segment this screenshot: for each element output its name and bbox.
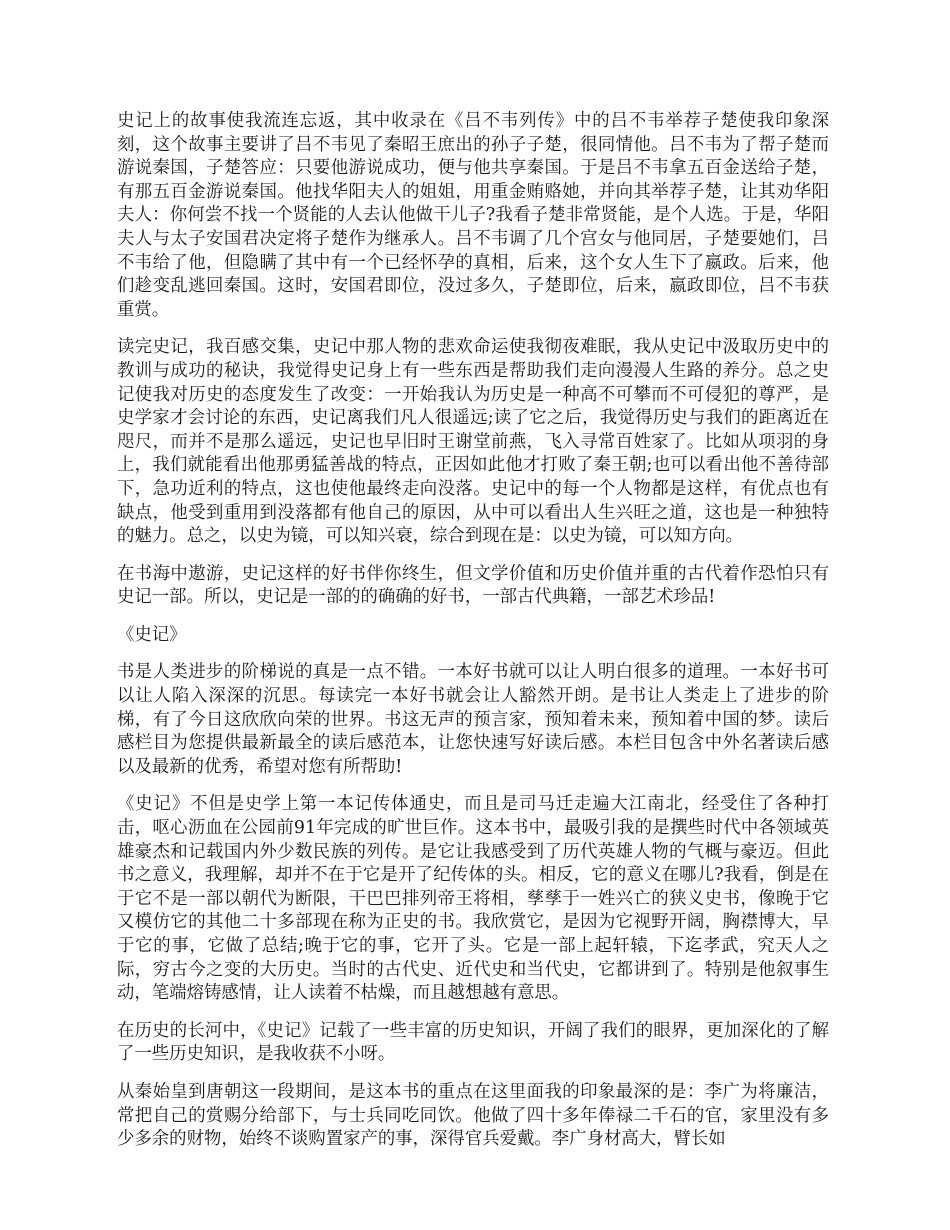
document-body (117, 110, 829, 1166)
section-heading: 《史记》 (117, 624, 187, 645)
paragraph-3: 在书海中遨游，史记这样的好书伴你终生，但文学价值和历史价值并重的古代着作恐怕只有史记一部。所以，史记是一部的的确确的好书，一部古代典籍，一部艺术珍品! (117, 563, 829, 608)
paragraph-1: 史记上的故事使我流连忘返，其中收录在《吕不韦列传》中的吕不韦举荐子楚使我印象深刻，这个故事主要讲了吕不韦见了秦昭王庶出的孙子子楚，很同情他。吕不韦为了帮子楚而游说秦国，子楚答应：只要他游说成功，便与他共享秦国。于是吕不韦拿五百金送给子楚，有那五百金游说秦国。他找华阳夫人的姐姐，用重金贿赂她，并向其举荐子楚，让其劝华阳夫人：你何尝不找一个贤能的人去认他做干儿子?我看子楚非常贤能，是个人选。于是，华阳夫人与太子安国君决定将子楚作为继承人。吕不韦调了几个宫女与他同居，子楚要她们，吕不韦给了他，但隐瞒了其中有一个已经怀孕的真相，后来，这个女人生下了嬴政。后来，他们趁变乱逃回秦国。这时，安国君即位，没过多久，子楚即位，后来，嬴政即位，吕不韦获重赏。 (117, 111, 829, 320)
paragraph-2: 读完史记，我百感交集，史记中那人物的悲欢命运使我彻夜难眠，我从史记中汲取历史中的教训与成功的秘诀，我觉得史记身上有一些东西是帮助我们走向漫漫人生路的养分。总之史记使我对历史的态度发生了改变：一开始我认为历史是一种高不可攀而不可侵犯的尊严，是史学家才会讨论的东西，史记离我们凡人很遥远;读了它之后，我觉得历史与我们的距离近在咫尺，而并不是那么遥远，史记也早旧时王谢堂前燕，飞入寻常百姓家了。比如从项羽的身上，我们就能看出他那勇猛善战的特点，正因如此他才打败了秦王朝;也可以看出他不善待部下，急功近利的特点，这也使他最终走向没落。史记中的每一个人物都是这样，有优点也有缺点，他受到重用到没落都有他自己的原因，从中可以看出人生兴旺之道，这也是一种独特的魅力。总之，以史为镜，可以知兴衰，综合到现在是：以史为镜，可以知方向。 (117, 337, 829, 547)
paragraph-7: 从秦始皇到唐朝这一段期间，是这本书的重点在这里面我的印象最深的是：李广为将廉洁，常把自己的赏赐分给部下，与士兵同吃同饮。他做了四十多年俸禄二千石的官，家里没有多少多余的财物，始终不谈购置家产的事，深得官兵爱戴。李广身材高大，臂长如 (117, 1081, 829, 1150)
paragraph-4: 书是人类进步的阶梯说的真是一点不错。一本好书就可以让人明白很多的道理。一本好书可以让人陷入深深的沉思。每读完一本好书就会让人豁然开朗。是书让人类走上了进步的阶梯，有了今日这欣欣向荣的世界。书这无声的预言家，预知着未来，预知着中国的梦。读后感栏目为您提供最新最全的读后感范本，让您快速写好读后感。本栏目包含中外名著读后感以及最新的优秀，希望对您有所帮助! (117, 662, 829, 777)
paragraph-6: 在历史的长河中，《史记》记载了一些丰富的历史知识，开阔了我们的眼界，更加深化的了解了一些历史知识，是我收获不小呀。 (117, 1020, 829, 1065)
paragraph-5: 《史记》不但是史学上第一本记传体通史，而且是司马迁走遍大江南北，经受住了各种打击，呕心沥血在公园前91年完成的旷世巨作。这本书中，最吸引我的是撰些时代中各领域英雄豪杰和记载国内外少数民族的列传。是它让我感受到了历代英雄人物的气概与豪迈。但此书之意义，我理解，却并不在于它是开了纪传体的头。相反，它的意义在哪儿?我看，倒是在于它不是一部以朝代为断限，干巴巴排列帝王将相，孳孳于一姓兴亡的狭义史书，像晚于它又模仿它的其他二十多部现在称为正史的书。我欣赏它，是因为它视野开阔，胸襟博大，早于它的事，它做了总结;晚于它的事，它开了头。它是一部上起轩辕，下迄孝武，究天人之际，穷古今之变的大历史。当时的古代史、近代史和当代史，它都讲到了。特别是他叙事生动，笔端熔铸感情，让人读着不枯燥，而且越想越有意思。 (117, 794, 829, 1004)
